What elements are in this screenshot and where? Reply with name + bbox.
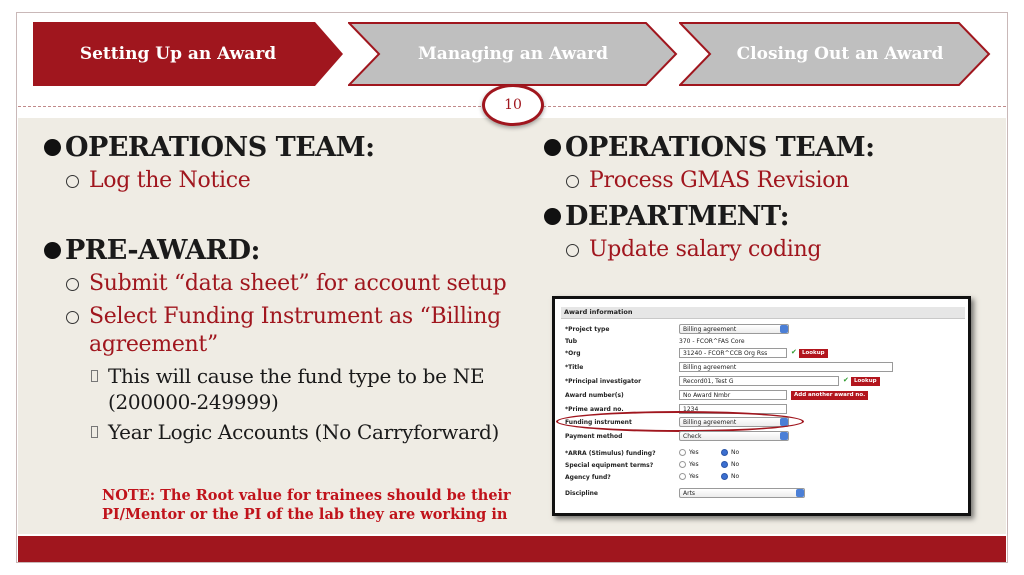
square-bullet-icon bbox=[91, 426, 98, 438]
special-equipment-yes-radio[interactable] bbox=[679, 461, 686, 468]
left-column bbox=[44, 132, 524, 445]
pi-field[interactable]: Record01, Test G bbox=[679, 376, 839, 386]
funding-instrument-select[interactable]: Billing agreement bbox=[679, 417, 789, 427]
ring-bullet-icon bbox=[66, 175, 79, 188]
highlight-oval bbox=[556, 411, 804, 432]
add-award-number-button[interactable]: Add another award no. bbox=[791, 391, 868, 400]
square-bullet-icon bbox=[91, 370, 98, 382]
section-heading: OPERATIONS TEAM: bbox=[544, 132, 984, 163]
title-field[interactable]: Billing agreement bbox=[679, 362, 893, 372]
section-heading: PRE-AWARD: bbox=[44, 235, 524, 266]
nav-step-label: Setting Up an Award bbox=[79, 44, 277, 64]
bullet-icon bbox=[44, 242, 61, 259]
agency-fund-yes-radio[interactable] bbox=[679, 473, 686, 480]
right-column bbox=[544, 132, 984, 264]
list-item: Log the Notice bbox=[66, 167, 524, 195]
chevron-down-icon bbox=[796, 489, 804, 497]
form-title: Award information bbox=[561, 307, 965, 319]
ring-bullet-icon bbox=[66, 311, 79, 324]
arra-no-radio[interactable] bbox=[721, 449, 728, 456]
list-item: Process GMAS Revision bbox=[566, 167, 984, 195]
bullet-icon bbox=[544, 208, 561, 225]
bullet-icon bbox=[44, 139, 61, 156]
ring-bullet-icon bbox=[66, 278, 79, 291]
nav-step-setting-up[interactable] bbox=[33, 22, 343, 86]
arra-yes-radio[interactable] bbox=[679, 449, 686, 456]
chevron-down-icon bbox=[780, 432, 788, 440]
special-equipment-no-radio[interactable] bbox=[721, 461, 728, 468]
sub-list-item: Year Logic Accounts (No Carryforward) bbox=[91, 419, 524, 445]
prime-award-field[interactable]: 1234 bbox=[679, 404, 787, 414]
discipline-select[interactable]: Arts bbox=[679, 488, 805, 498]
agency-fund-no-radio[interactable] bbox=[721, 473, 728, 480]
section-heading: DEPARTMENT: bbox=[544, 201, 984, 232]
org-field[interactable]: 31240 - FCOR^CCB Org Rss bbox=[679, 348, 787, 358]
award-information-form: Award information *Project type Billing agreement Tub 370 - FCOR^FAS Core *Org 31240 - FCOR^CCB Org Rss ✔ Lookup *Title Billing agreement *Principal investigator Record01, Test G ✔ Lookup Award number(s) No Award Nmbr Add another award no. *Prime award no. 1234 Funding instrument Billing agreement Payment method Check *ARRA (Stimulus) funding? Yes No Special equipment terms? Yes No Agency fund? Yes No Discipline Arts bbox=[552, 296, 971, 516]
pi-lookup-button[interactable]: Lookup bbox=[851, 377, 880, 386]
check-icon: ✔ bbox=[843, 376, 849, 384]
nav-step-managing[interactable] bbox=[348, 22, 678, 86]
nav-step-label: Managing an Award bbox=[417, 44, 608, 64]
bullet-icon bbox=[544, 139, 561, 156]
org-lookup-button[interactable]: Lookup bbox=[799, 349, 828, 358]
list-item: Submit “data sheet” for account setup bbox=[66, 270, 524, 298]
nav-step-label: Closing Out an Award bbox=[736, 44, 944, 64]
list-item: Select Funding Instrument as “Billing agreement” bbox=[66, 303, 524, 359]
page-number: 10 bbox=[482, 84, 544, 126]
nav-step-closing-out[interactable] bbox=[679, 22, 991, 86]
sub-list-item: This will cause the fund type to be NE (200000-249999) bbox=[91, 363, 524, 415]
project-type-select[interactable]: Billing agreement bbox=[679, 324, 789, 334]
footer-bar bbox=[18, 536, 1006, 562]
award-number-field[interactable]: No Award Nmbr bbox=[679, 390, 787, 400]
section-heading: OPERATIONS TEAM: bbox=[44, 132, 524, 163]
ring-bullet-icon bbox=[566, 175, 579, 188]
ring-bullet-icon bbox=[566, 244, 579, 257]
list-item: Update salary coding bbox=[566, 236, 984, 264]
check-icon: ✔ bbox=[791, 348, 797, 356]
payment-method-select[interactable]: Check bbox=[679, 431, 789, 441]
note-text: NOTE: The Root value for trainees should be their PI/Mentor or the PI of the lab they are working in bbox=[102, 487, 511, 523]
chevron-down-icon bbox=[780, 325, 788, 333]
